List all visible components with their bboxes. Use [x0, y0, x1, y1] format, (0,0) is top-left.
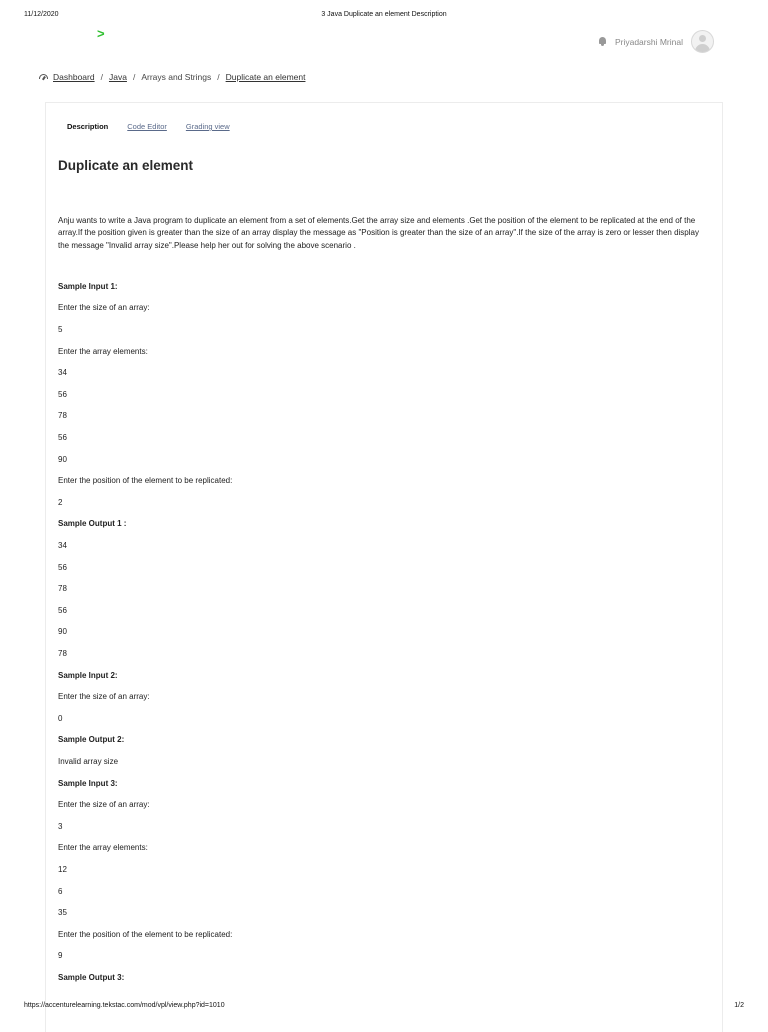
- main-card: [45, 102, 723, 1032]
- sample-heading: Sample Input 2:: [58, 670, 118, 680]
- sample-line: 12: [58, 864, 67, 874]
- print-page-number: 1/2: [734, 1002, 744, 1009]
- user-menu[interactable]: [598, 30, 714, 53]
- sample-io-list: [58, 281, 710, 994]
- sample-line: 34: [58, 368, 67, 378]
- breadcrumb-separator: /: [217, 72, 220, 82]
- sample-line: Enter the position of the element to be replicated:: [58, 476, 233, 486]
- sample-heading: Sample Output 3:: [58, 972, 125, 982]
- tab-code-editor[interactable]: Code Editor: [127, 122, 167, 131]
- breadcrumb-duplicate-an-element[interactable]: Duplicate an element: [225, 72, 306, 82]
- sample-line: Enter the array elements:: [58, 843, 148, 853]
- sample-heading: Sample Input 3:: [58, 778, 118, 788]
- sample-line: 9: [58, 951, 63, 961]
- sample-line: 78: [58, 648, 67, 658]
- breadcrumb: [39, 72, 305, 82]
- dashboard-gauge-icon: [39, 73, 48, 81]
- sample-line: 90: [58, 627, 67, 637]
- bell-icon[interactable]: [598, 37, 607, 46]
- breadcrumb-java[interactable]: Java: [108, 72, 127, 82]
- sample-line: 34: [58, 541, 67, 551]
- breadcrumb-separator: /: [132, 72, 136, 82]
- sample-line: 35: [58, 908, 67, 918]
- sample-line: Enter the position of the element to be replicated:: [58, 929, 233, 939]
- problem-description: Anju wants to write a Java program to duplicate an element from a set of elements.Get the array size and elements .Get the position of the element to be replicated at the end of the array.If the position given is greater than the size of an array display the message as "Position is greater than the size of an array".If the size of the array is zero or lesser then display the message "Invalid array size".Please help her out for solving the above scenario .: [58, 216, 699, 250]
- breadcrumb-dashboard[interactable]: Dashboard: [53, 72, 95, 82]
- sample-line: 56: [58, 562, 67, 572]
- sample-line: 78: [58, 411, 67, 421]
- sample-line: 2: [58, 497, 63, 507]
- print-url: https://accenturelearning.tekstac.com/mod/vpl/view.php?id=1010: [24, 1002, 225, 1009]
- sample-line: Enter the size of an array:: [58, 303, 150, 313]
- sample-heading: Sample Output 2:: [58, 735, 125, 745]
- breadcrumb-arrays-and-strings: Arrays and Strings: [141, 72, 212, 82]
- sample-line: Invalid array size: [58, 756, 119, 766]
- print-date: 11/12/2020: [24, 11, 59, 18]
- sample-line: 56: [58, 433, 67, 443]
- description-content: [58, 158, 710, 993]
- sample-line: 56: [58, 389, 67, 399]
- logo-chevron-icon[interactable]: >: [97, 26, 105, 41]
- sample-line: 56: [58, 605, 67, 615]
- breadcrumb-separator: /: [100, 72, 103, 82]
- print-header: [24, 11, 744, 23]
- sample-line: 90: [58, 454, 67, 464]
- tab-bar: [67, 122, 230, 131]
- page-title: Duplicate an element: [58, 158, 194, 173]
- sample-line: Enter the size of an array:: [58, 800, 150, 810]
- user-name[interactable]: Priyadarshi Mrinal: [614, 36, 683, 47]
- tab-grading-view[interactable]: Grading view: [185, 122, 230, 131]
- tab-description[interactable]: Description: [67, 122, 109, 131]
- print-title: 3 Java Duplicate an element Description: [321, 11, 447, 18]
- sample-line: 0: [58, 713, 63, 723]
- sample-line: 5: [58, 325, 63, 335]
- sample-line: Enter the array elements:: [58, 346, 148, 356]
- sample-line: 6: [58, 886, 63, 896]
- sample-line: 3: [58, 821, 63, 831]
- sample-line: 78: [58, 584, 67, 594]
- sample-heading: Sample Output 1 :: [58, 519, 127, 529]
- user-avatar-icon[interactable]: [691, 30, 714, 53]
- sample-heading: Sample Input 1:: [58, 281, 118, 291]
- sample-line: Enter the size of an array:: [58, 692, 150, 702]
